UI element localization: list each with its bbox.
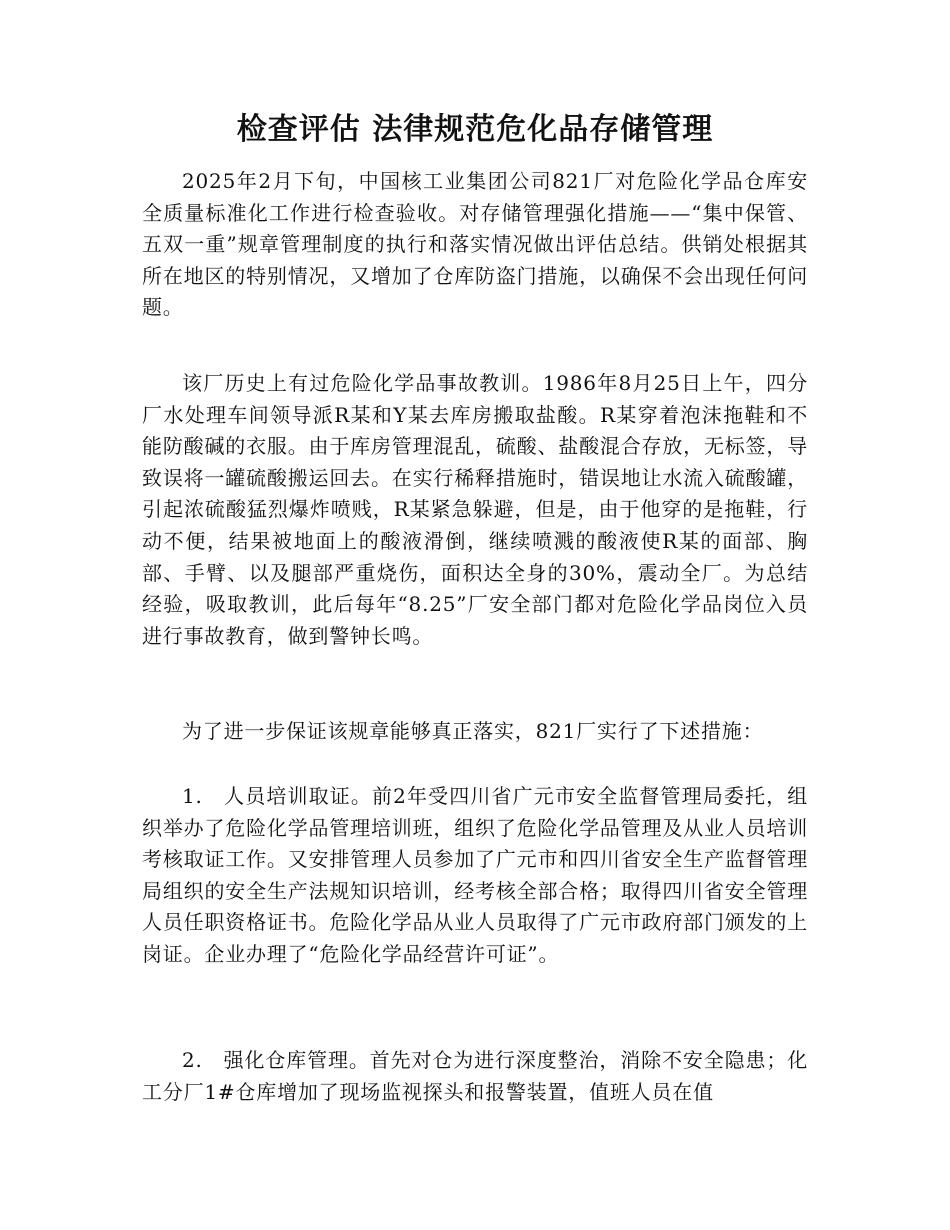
paragraph-measures-intro: 为了进一步保证该规章能够真正落实，821厂实行了下述措施：: [182, 719, 764, 743]
paragraph-measure-1: 1. 人员培训取证。前2年受四川省广元市安全监督管理局委托，组织举办了危险化学品管理培训班，组织了危险化学品管理及从业人员培训考核取证工作。又安排管理人员参加了广元市和四川省安全生产监督管理局组织的安全生产法规知识培训，经考核全部合格；取得四川省安全管理人员任职资格证书。危险化学品从业人员取得了广元市政府部门颁发的上岗证。企业办理了“危险化学品经营许可证”。: [142, 784, 808, 966]
paragraph-intro: 2025年2月下旬，中国核工业集团公司821厂对危险化学品仓库安全质量标准化工作进行检查验收。对存储管理强化措施——“集中保管、五双一重”规章管理制度的执行和落实情况做出评估总结。供销处根据其所在地区的特别情况，又增加了仓库防盗门措施，以确保不会出现任何问题。: [142, 169, 808, 320]
paragraph-history: 该厂历史上有过危险化学品事故教训。1986年8月25日上午，四分厂水处理车间领导派R某和Y某去库房搬取盐酸。R某穿着泡沫拖鞋和不能防酸碱的衣服。由于库房管理混乱，硫酸、盐酸混合存放，无标签，导致误将一罐硫酸搬运回去。在实行稀释措施时，错误地让水流入硫酸罐，引起浓硫酸猛烈爆炸喷贱，R某紧急躲避，但是，由于他穿的是拖鞋，行动不便，结果被地面上的酸液滑倒，继续喷溅的酸液使R某的面部、胸部、手臂、以及腿部严重烧伤，面积达全身的30%，震动全厂。为总结经验，吸取教训，此后每年“8.25”厂安全部门都对危险化学品岗位入员进行事故教育，做到警钟长鸣。: [142, 371, 808, 648]
paragraph-measure-2: 2. 强化仓库管理。首先对仓为进行深度整治，消除不安全隐患；化工分厂1#仓库增加了现场监视探头和报警装置，值班人员在值: [142, 1048, 808, 1104]
document-title: 检查评估 法律规范危化品存储管理: [236, 112, 714, 147]
